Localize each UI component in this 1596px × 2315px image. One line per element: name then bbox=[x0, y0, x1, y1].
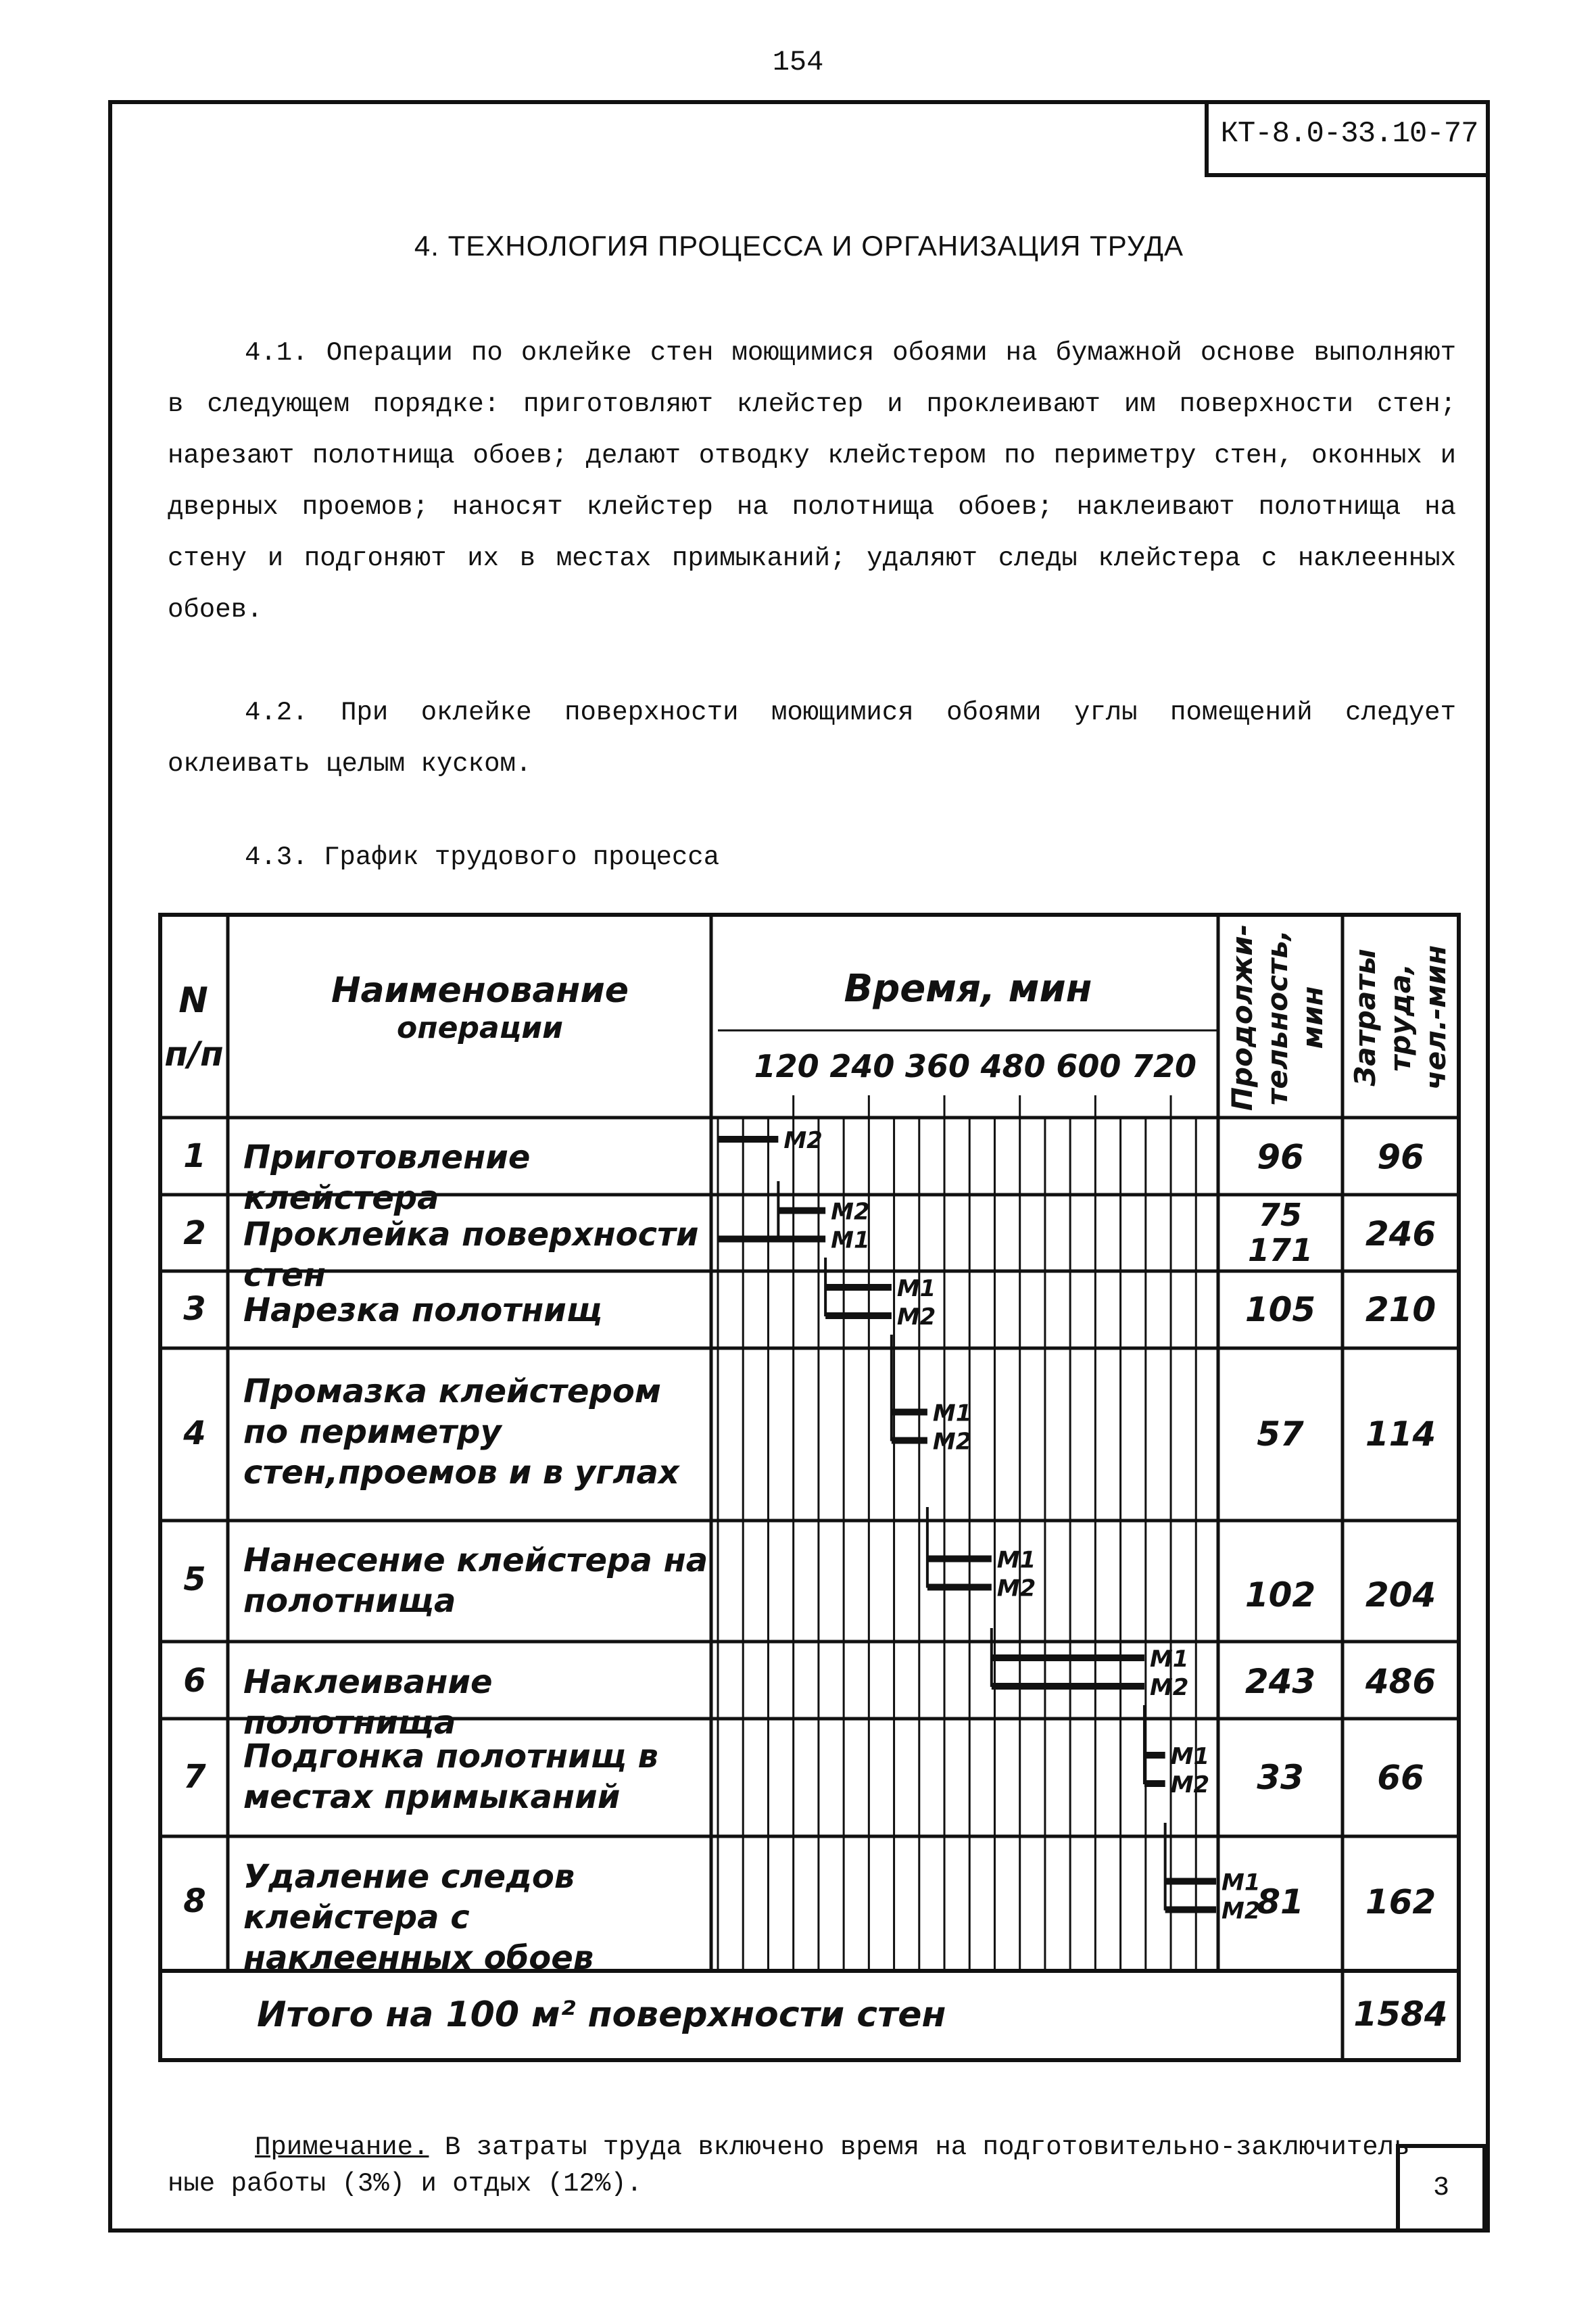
row-6-operation: Наклеивание полотнища bbox=[243, 1663, 493, 1742]
gantt-worker-label: М1 bbox=[1170, 1743, 1210, 1770]
row-7-operation: Подгонка полотнищ в местах примыканий bbox=[243, 1738, 658, 1816]
row-2-num: 2 bbox=[183, 1214, 206, 1252]
section-title: 4. ТЕХНОЛОГИЯ ПРОЦЕССА И ОРГАНИЗАЦИЯ ТРУДА bbox=[414, 230, 1184, 262]
schedule-caption: 4.3. График трудового процесса bbox=[245, 842, 720, 872]
gantt-worker-label: М2 bbox=[932, 1428, 972, 1456]
row-4-num: 4 bbox=[183, 1414, 206, 1452]
row-5-num: 5 bbox=[183, 1560, 206, 1598]
row-4-operation: Промазка клейстером по периметру стен,проемов и в углах bbox=[243, 1373, 679, 1491]
gantt-bar bbox=[1144, 1752, 1165, 1759]
gantt-worker-label: М2 bbox=[896, 1304, 936, 1331]
row-7-num: 7 bbox=[183, 1758, 206, 1796]
time-tick-label: 240 bbox=[829, 1048, 895, 1084]
gantt-worker-label: М1 bbox=[996, 1546, 1036, 1574]
total-label: Итого на 100 м² поверхности стен bbox=[257, 1995, 946, 2035]
gantt-worker-label: М2 bbox=[1170, 1771, 1210, 1798]
row-2-duration-1: 75 bbox=[1258, 1197, 1302, 1233]
note-text: В затраты труда включено время на подготовительно-заключитель- bbox=[429, 2132, 1426, 2162]
time-tick-label: 720 bbox=[1132, 1048, 1197, 1084]
row-2-operation: Проклейка поверхности стен bbox=[243, 1216, 699, 1294]
header-labor: Затраты труда, чел.-мин bbox=[1349, 945, 1452, 1091]
gantt-worker-label: М2 bbox=[831, 1198, 870, 1226]
gantt-bar bbox=[1144, 1780, 1165, 1787]
gantt-bar bbox=[992, 1654, 1144, 1661]
gantt-bar bbox=[825, 1284, 892, 1291]
row-8-duration: 81 bbox=[1257, 1882, 1304, 1922]
row-2-labor: 246 bbox=[1365, 1214, 1436, 1254]
gantt-bar bbox=[892, 1437, 927, 1444]
header-num-n: N bbox=[178, 980, 208, 1021]
header-num-pp: п/п bbox=[164, 1034, 224, 1074]
row-4-duration: 57 bbox=[1257, 1414, 1304, 1454]
note bbox=[255, 2126, 1485, 2169]
gantt-bar bbox=[1165, 1878, 1216, 1885]
row-4-labor: 114 bbox=[1365, 1414, 1436, 1454]
gantt-worker-label: М2 bbox=[783, 1127, 823, 1154]
note-text-continuation: ные работы (3%) и отдых (12%). bbox=[168, 2169, 643, 2199]
gantt-worker-label: М2 bbox=[996, 1575, 1036, 1602]
total-value: 1584 bbox=[1353, 1995, 1448, 2034]
row-6-labor: 486 bbox=[1365, 1662, 1436, 1701]
row-8-labor: 162 bbox=[1365, 1882, 1436, 1922]
gantt-bar bbox=[718, 1236, 825, 1243]
paragraph-4-1-text: 4.1. Операции по оклейке стен моющимися обоями на бумажной основе выполняют в следующем порядке: приготовляют клейстер и проклеивают им поверхности стен; нарезают полотнища обоев; делают отводку клейстером по периметру стен, оконных и дверных проемов; наносят клейстер на полотнища обоев; наклеивают полотнища на стену и подгоняют их в местах примыканий; удаляют следы клейстера с наклеенных обоев. bbox=[168, 338, 1456, 625]
gantt-worker-label: М1 bbox=[1149, 1646, 1189, 1673]
row-5-operation: Нанесение клейстера на полотнища bbox=[243, 1542, 708, 1620]
document-code: КТ-8.0-33.10-77 bbox=[1205, 100, 1490, 177]
gantt-worker-label: М1 bbox=[831, 1226, 870, 1254]
gantt-bar bbox=[825, 1312, 892, 1319]
row-3-duration: 105 bbox=[1244, 1290, 1316, 1329]
row-3-num: 3 bbox=[183, 1290, 206, 1328]
row-2-duration-2: 171 bbox=[1247, 1232, 1313, 1268]
row-8-num: 8 bbox=[183, 1882, 206, 1920]
row-1-labor: 96 bbox=[1377, 1137, 1424, 1176]
row-6-num: 6 bbox=[183, 1662, 206, 1700]
time-tick-label: 120 bbox=[754, 1048, 819, 1084]
header-operation-2: операции bbox=[397, 1011, 563, 1045]
row-3-labor: 210 bbox=[1365, 1290, 1436, 1329]
gantt-bar bbox=[927, 1556, 992, 1562]
gantt-bar bbox=[778, 1208, 825, 1214]
time-tick-label: 600 bbox=[1056, 1048, 1121, 1084]
time-tick-label: 480 bbox=[980, 1048, 1046, 1084]
gantt-bar bbox=[992, 1683, 1144, 1690]
row-3-operation: Нарезка полотнищ bbox=[243, 1291, 602, 1329]
row-7-labor: 66 bbox=[1377, 1758, 1424, 1797]
gantt-worker-label: М2 bbox=[1222, 1897, 1261, 1925]
header-time: Время, мин bbox=[844, 967, 1092, 1011]
paragraph-4-2-text: 4.2. При оклейке поверхности моющимися обоями углы помещений следует оклеивать целым куском. bbox=[168, 698, 1456, 779]
row-6-duration: 243 bbox=[1244, 1662, 1316, 1701]
row-5-duration: 102 bbox=[1244, 1575, 1316, 1615]
row-7-duration: 33 bbox=[1257, 1758, 1304, 1797]
row-1-operation: Приготовление клейстера bbox=[243, 1139, 531, 1217]
gantt-worker-label: М1 bbox=[896, 1275, 936, 1302]
header-operation-1: Наименование bbox=[331, 970, 629, 1011]
row-8-operation: Удаление следов клейстера с наклеенных обоев bbox=[243, 1858, 594, 1977]
row-5-labor: 204 bbox=[1365, 1575, 1436, 1615]
gantt-worker-label: М1 bbox=[932, 1400, 972, 1427]
gantt-bar bbox=[718, 1136, 778, 1143]
time-tick-label: 360 bbox=[905, 1048, 971, 1084]
gantt-bar bbox=[1165, 1907, 1216, 1913]
page-number: 154 bbox=[772, 46, 824, 78]
gantt-worker-label: М2 bbox=[1149, 1674, 1189, 1701]
header-duration: Продолжи-тельность, мин bbox=[1226, 924, 1329, 1112]
gantt-bar bbox=[892, 1409, 927, 1416]
gantt-bar bbox=[927, 1584, 992, 1591]
note-label: Примечание. bbox=[255, 2132, 429, 2162]
sheet-number: 3 bbox=[1396, 2144, 1486, 2233]
row-1-num: 1 bbox=[183, 1137, 206, 1175]
gantt-worker-label: М1 bbox=[1222, 1869, 1261, 1896]
row-1-duration: 96 bbox=[1257, 1137, 1304, 1176]
